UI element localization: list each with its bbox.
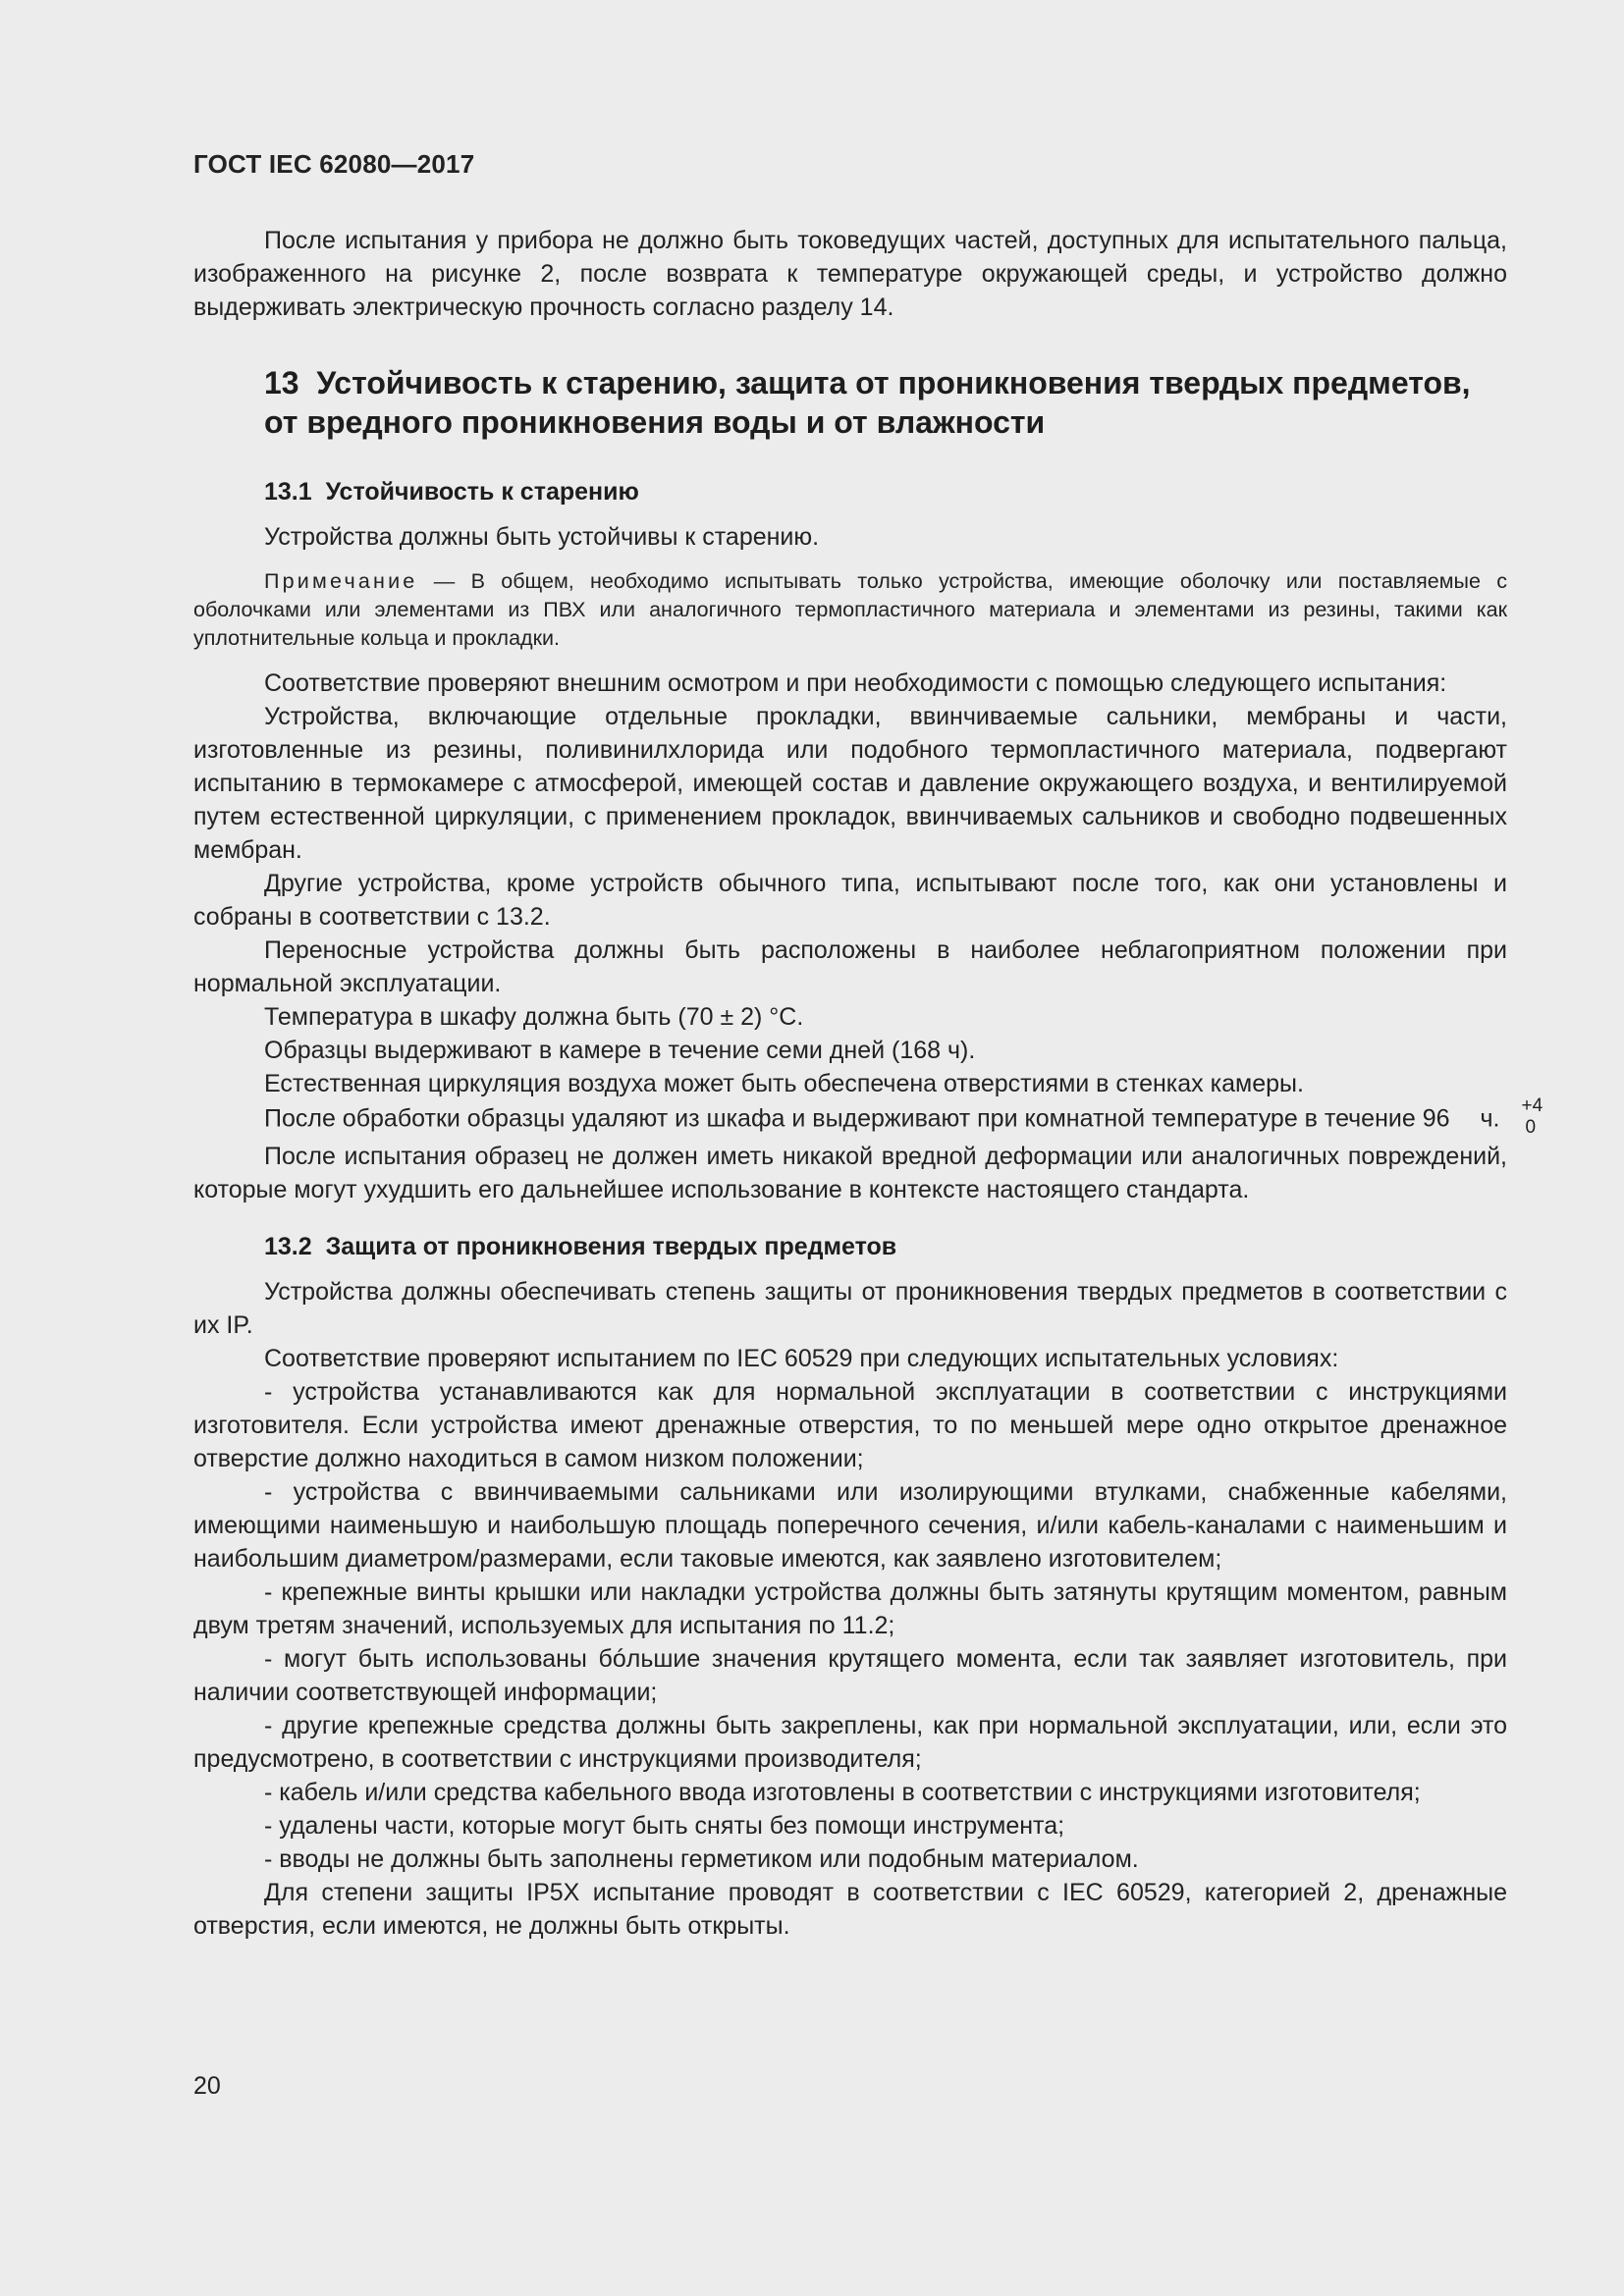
section-heading — [193, 363, 1507, 442]
section-title: Устойчивость к старению, защита от проникновения твердых предметов, от вредного проникновения воды и от влажности — [264, 365, 1471, 440]
list-item: - другие крепежные средства должны быть закреплены, как при нормальной эксплуатации, или, если это предусмотрено, в соответствии с инструкциями производителя; — [193, 1712, 1507, 1773]
intro-paragraph: После испытания у прибора не должно быть токоведущих частей, доступных для испытательного пальца, изображенного на рисунке 2, после возврата к температуре окружающей среды, и устройство должно выдерживать электрическую прочность согласно разделу 14. — [193, 227, 1507, 321]
list-item: - вводы не должны быть заполнены герметиком или подобным материалом. — [264, 1845, 1139, 1873]
subsection-number: 13.1 — [264, 478, 312, 506]
tolerance — [1451, 1095, 1543, 1140]
note-text: — В общем, необходимо испытывать только устройства, имеющие оболочку или поставляемые с оболочками или элементами из ПВХ или аналогичного термопластичного материала и элементами из резины, такими как уплотнительные кольца и прокладки. — [193, 569, 1507, 650]
list-item: - устройства устанавливаются как для нормальной эксплуатации в соответствии с инструкциями изготовителя. Если устройства имеют дренажные отверстия, то по меньшей мере одно открытое дренажное отверстие должно находиться в самом низком положении; — [193, 1378, 1507, 1472]
list-item: - крепежные винты крышки или накладки устройства должны быть затянуты крутящим моментом, равным двум третям значений, используемых для испытания по 11.2; — [193, 1578, 1507, 1639]
subsection-number: 13.2 — [264, 1233, 312, 1260]
tolerance-upper: +4 — [1521, 1095, 1543, 1116]
paragraph: Температура в шкафу должна быть (70 ± 2) °С. — [264, 1003, 804, 1031]
page-number: 20 — [193, 2072, 221, 2100]
paragraph: Для степени защиты IP5X испытание проводят в соответствии с IEC 60529, категорией 2, дренажные отверстия, если имеются, не должны быть открыты. — [193, 1879, 1507, 1940]
tolerance-lower: 0 — [1525, 1117, 1537, 1138]
paragraph: Соответствие проверяют испытанием по IEC 60529 при следующих испытательных условиях: — [264, 1345, 1339, 1372]
note-paragraph — [193, 567, 1507, 653]
paragraph: Образцы выдерживают в камере в течение семи дней (168 ч). — [264, 1037, 976, 1064]
document-body — [193, 224, 1543, 1943]
treatment-value: 96 — [1422, 1104, 1450, 1133]
paragraph: Устройства должны обеспечивать степень защиты от проникновения твердых предметов в соответствии с их IP. — [193, 1278, 1507, 1339]
paragraph: Другие устройства, кроме устройств обычного типа, испытывают после того, как они установлены и собраны в соответствии с 13.2. — [193, 870, 1507, 931]
subsection-title: Устойчивость к старению — [325, 478, 639, 506]
subsection-title: Защита от проникновения твердых предметов — [325, 1233, 897, 1260]
list-item: - удалены части, которые могут быть сняты без помощи инструмента; — [264, 1812, 1065, 1840]
paragraph: Устройства должны быть устойчивы к старению. — [264, 523, 820, 551]
treatment-text: После обработки образцы удаляют из шкафа и выдерживают при комнатной температуре в течение — [264, 1104, 1423, 1133]
paragraph: Устройства, включающие отдельные прокладки, ввинчиваемые сальники, мембраны и части, изготовленные из резины, поливинилхлорида или подобного термопластичного материала, подвергают испытанию в термокамере с атмосферой, имеющей состав и давление окружающего воздуха, и вентилируемой путем естественной циркуляции, с применением прокладок, ввинчиваемых сальников и свободно подвешенных мембран. — [193, 703, 1507, 864]
list-item: - кабель и/или средства кабельного ввода изготовлены в соответствии с инструкциями изготовителя; — [264, 1779, 1421, 1806]
subsection-heading-13-1 — [193, 475, 1507, 508]
paragraph: Естественная циркуляция воздуха может быть обеспечена отверстиями в стенках камеры. — [264, 1070, 1304, 1097]
note-label: Примечание — [264, 569, 418, 593]
paragraph: Переносные устройства должны быть расположены в наиболее неблагоприятном положении при нормальной эксплуатации. — [193, 936, 1507, 997]
document-header: ГОСТ IEC 62080—2017 — [193, 149, 475, 179]
list-item: - могут быть использованы бóльшие значения крутящего момента, если так заявляет изготовитель, при наличии соответствующей информации; — [193, 1645, 1507, 1706]
treatment-paragraph — [193, 1095, 1543, 1140]
subsection-heading-13-2 — [193, 1230, 1507, 1263]
section-number: 13 — [264, 365, 299, 400]
paragraph: Соответствие проверяют внешним осмотром и при необходимости с помощью следующего испытания: — [264, 669, 1447, 697]
paragraph: После испытания образец не должен иметь никакой вредной деформации или аналогичных повреждений, которые могут ухудшить его дальнейшее использование в контексте настоящего стандарта. — [193, 1143, 1507, 1203]
list-item: - устройства с ввинчиваемыми сальниками или изолирующими втулками, снабженные кабелями, имеющими наименьшую и наибольшую площадь поперечного сечения, и/или кабель-каналами с наименьшим и наибольшим диаметром/размерами, если таковые имеются, как заявлено изготовителем; — [193, 1478, 1507, 1573]
treatment-unit: ч. — [1480, 1104, 1500, 1133]
